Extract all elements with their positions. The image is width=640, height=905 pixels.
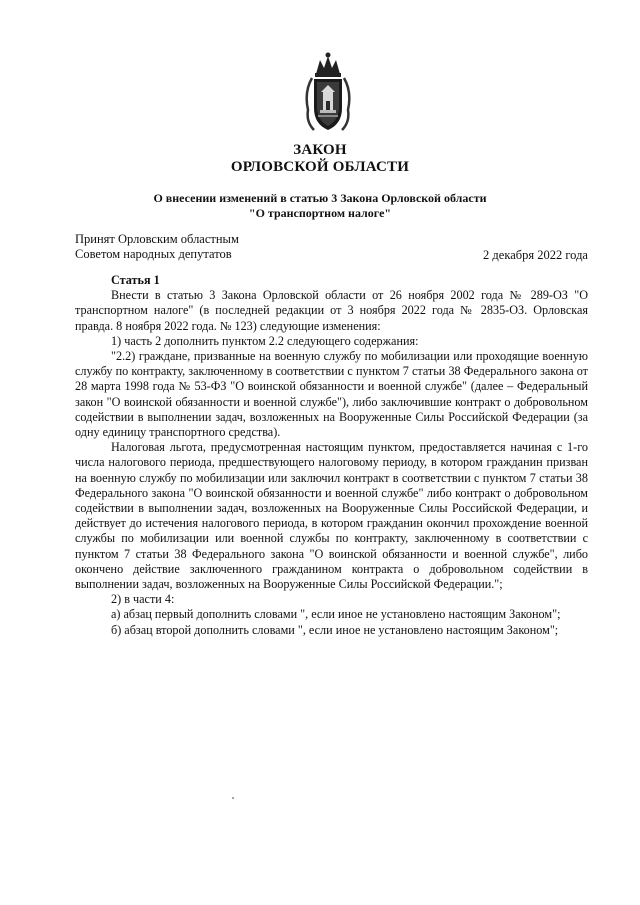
- coat-of-arms-icon: [298, 52, 358, 136]
- article-heading: Статья 1: [111, 273, 160, 287]
- paragraph: б) абзац второй дополнить словами ", если иное не установлено настоящим Законом";: [111, 622, 559, 637]
- paragraph: Внести в статью 3 Закона Орловской области от 26 ноября 2002 года № 289-ОЗ "О транспортном налоге" (в последней редакции от 3 ноября 2022 года № 2835-ОЗ. Орловская правда. 8 ноября 2022 года. № 123) следующие изменения:: [75, 288, 588, 333]
- law-title: ЗАКОН: [293, 142, 347, 158]
- paragraph: а) абзац первый дополнить словами ", если иное не установлено настоящим Законом";: [111, 607, 561, 622]
- region-title: ОРЛОВСКОЙ ОБЛАСТИ: [230, 159, 410, 175]
- subtitle-line-2: "О транспортном налоге": [248, 206, 392, 220]
- adoption-info: [75, 232, 239, 262]
- scan-speck: [232, 797, 234, 799]
- paragraph: 2) в части 4:: [111, 592, 175, 607]
- paragraph: 1) часть 2 дополнить пунктом 2.2 следующего содержания:: [111, 333, 419, 348]
- paragraph: "2.2) граждане, призванные на военную службу по мобилизации или проходящие военную службу по контракту, заключенному в соответствии с пунктом 7 статьи 38 Федерального закона от 28 марта 1998 года № 53-ФЗ "О воинской обязанности и военной службе" (далее – Федеральный закон "О воинской обязанности и военной службе"), либо заключившие контракт о добровольном содействии в выполнении задач, возложенных на Вооруженные Силы Российской Федерации (за одну единицу транспортного средства).: [75, 349, 588, 440]
- adoption-line-2: Советом народных депутатов: [75, 247, 232, 261]
- adoption-line-1: Принят Орловским областным: [75, 232, 239, 246]
- paragraph: Налоговая льгота, предусмотренная настоящим пунктом, предоставляется начиная с 1-го числа налогового периода, предшествующего налоговому периоду, в котором гражданин призван на военную службу по мобилизации или заключил контракт в соответствии с пунктом 7 статьи 38 Федерального закона "О воинской обязанности и военной службе" либо контракт о добровольном содействии в выполнении задач, возложенных на Вооруженные Силы Российской Федерации, и действует до истечения налогового периода, в котором гражданин окончил прохождение военной службы по мобилизации или военной службы по контракту, заключенному в соответствии с пунктом 7 статьи 38 Федерального закона "О воинской обязанности и военной службе", либо окончено действие заключенного гражданином контракта о добровольном содействии в выполнении задач, возложенных на Вооруженные Силы Российской Федерации.";: [75, 440, 588, 592]
- subtitle-line-1: О внесении изменений в статью 3 Закона Орловской области: [153, 191, 487, 205]
- law-subtitle: [0, 191, 640, 221]
- adoption-date: 2 декабря 2022 года: [483, 248, 588, 262]
- article-body: [75, 273, 588, 638]
